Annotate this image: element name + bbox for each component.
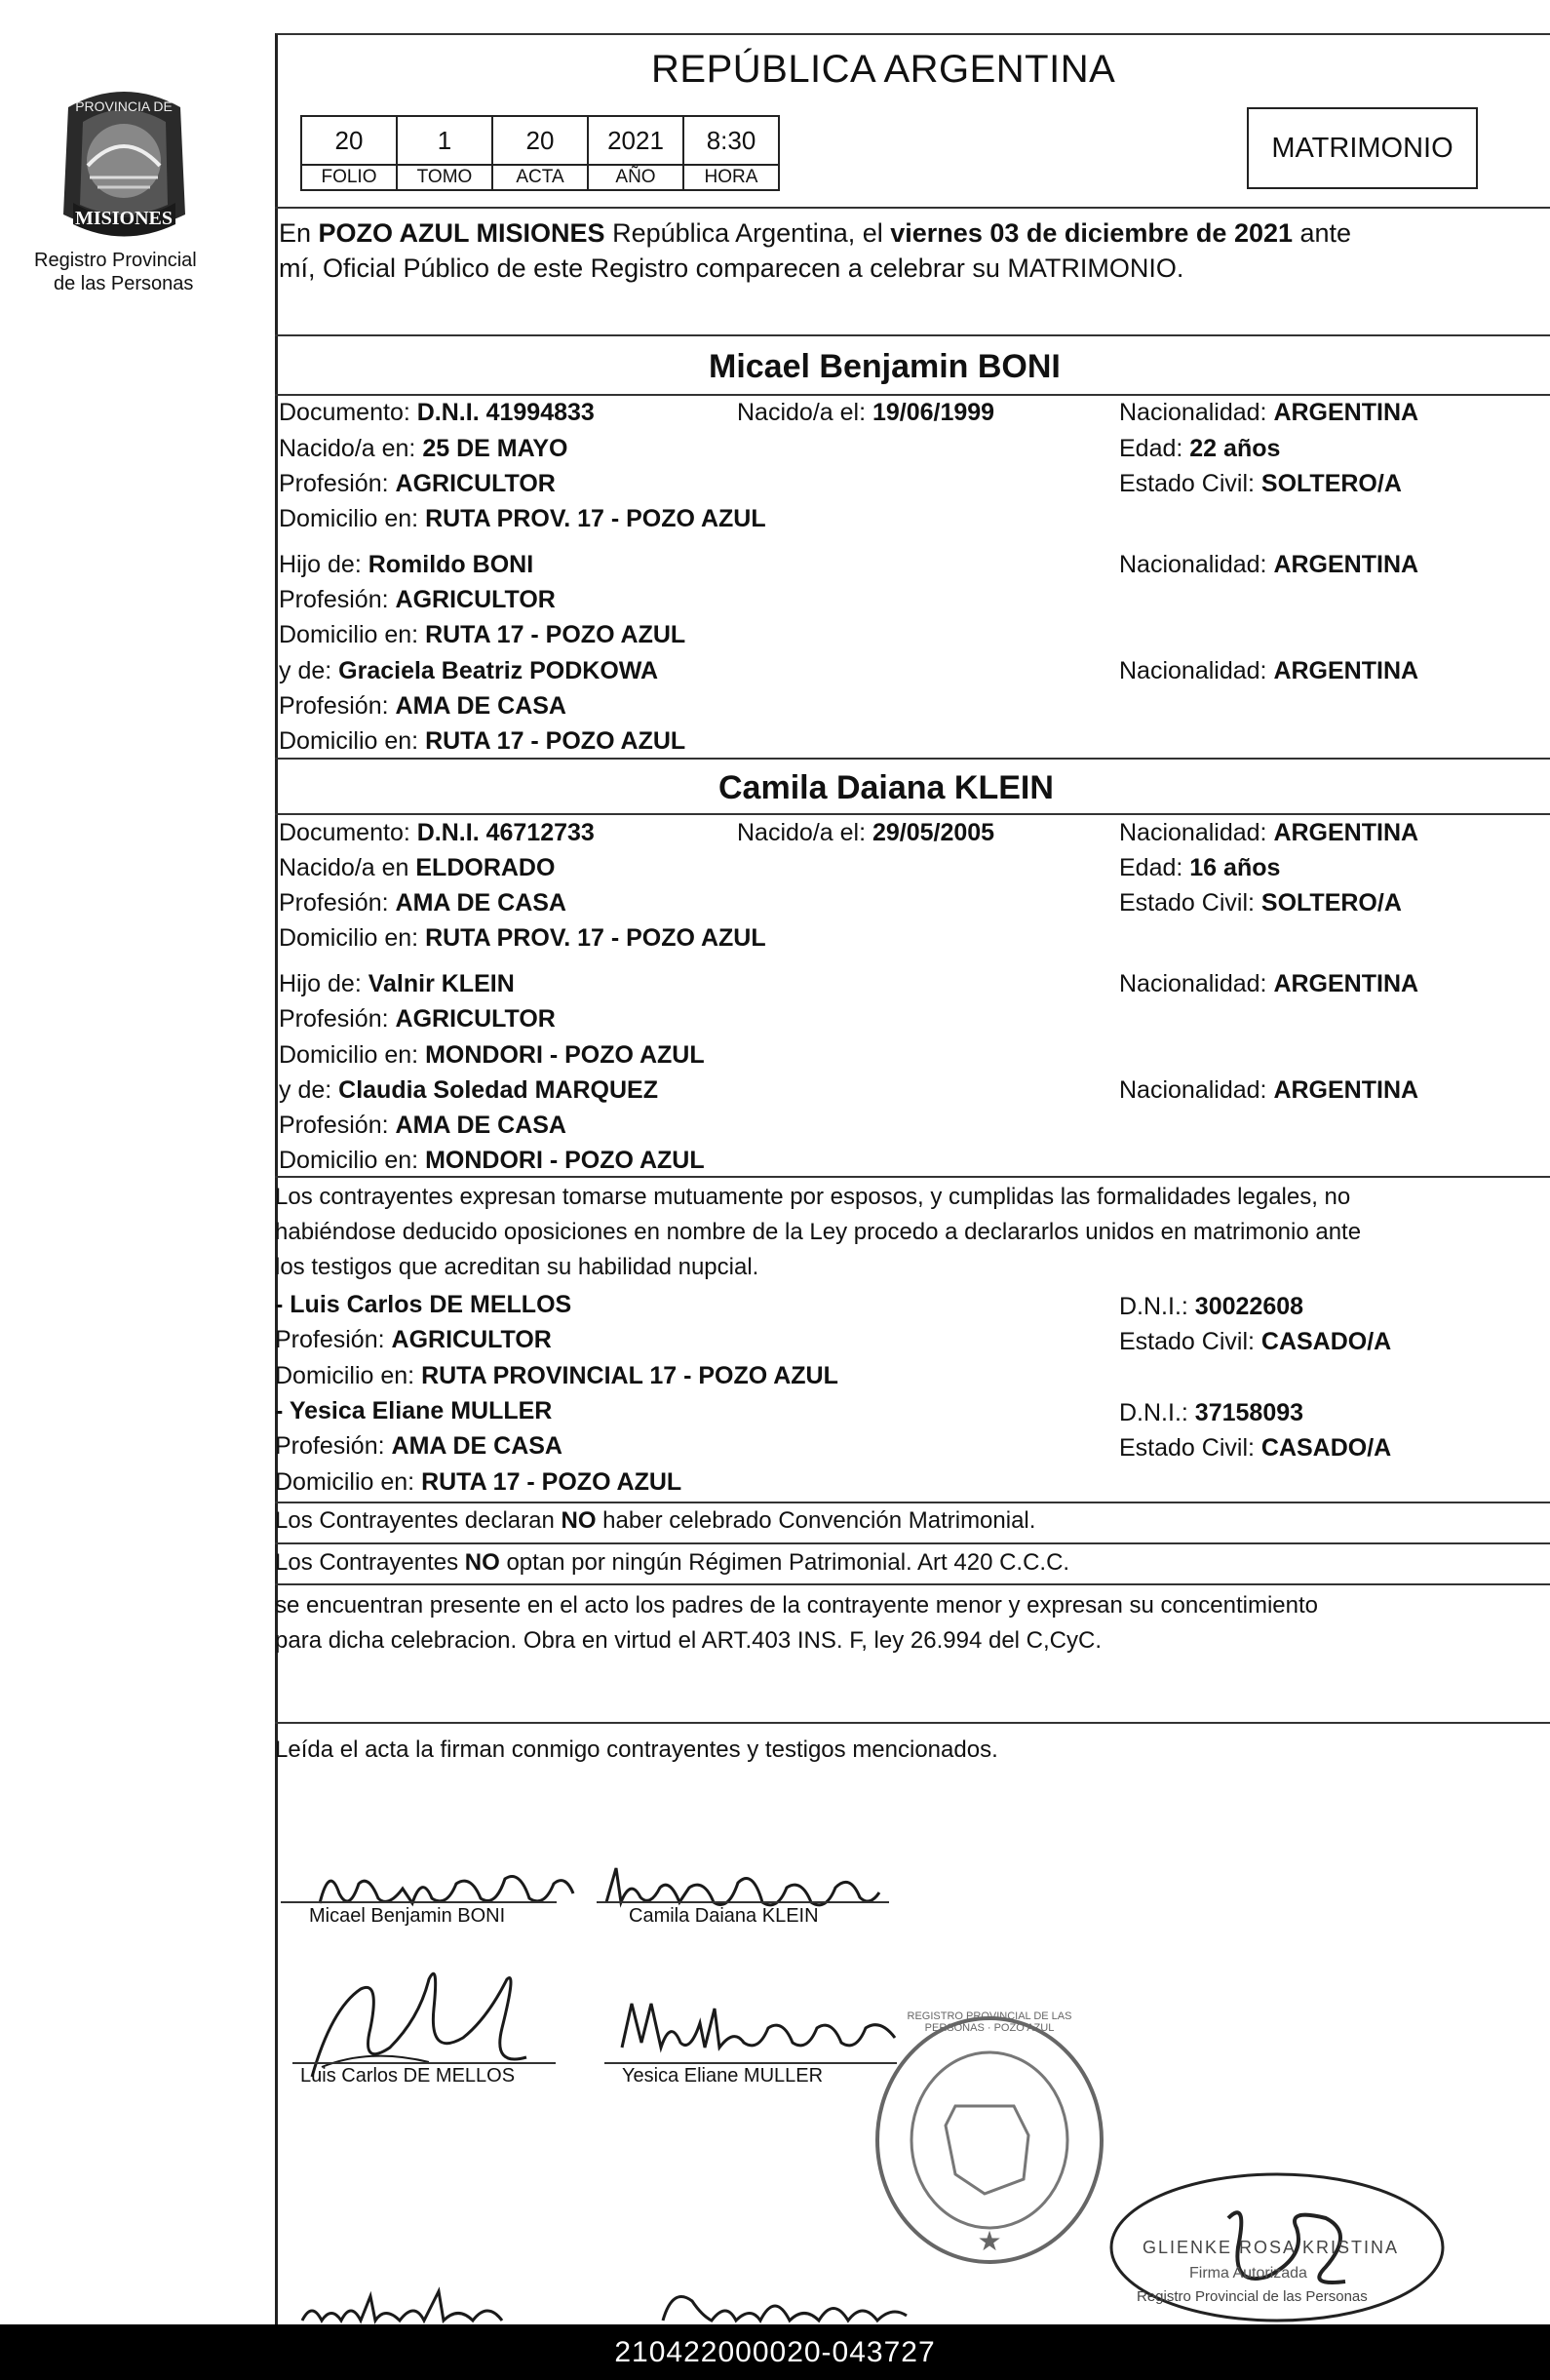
spouse1-profession	[279, 469, 556, 498]
spouse2-mother-nationality	[1119, 1075, 1418, 1105]
label: Nacido/a en:	[279, 435, 423, 462]
spouse2-father-profession	[279, 1004, 556, 1034]
label: Nacido/a el:	[737, 399, 872, 426]
label: Domicilio en:	[279, 621, 426, 648]
label: Nacionalidad:	[1119, 657, 1274, 684]
label: Domicilio en:	[279, 505, 426, 532]
spouse1-father-profession	[279, 585, 556, 614]
registry-table	[300, 115, 780, 191]
label: Profesión:	[279, 1112, 396, 1139]
acta-value: 20	[492, 116, 588, 165]
value: AGRICULTOR	[395, 1005, 556, 1033]
anio-value: 2021	[588, 116, 683, 165]
spouse1-mother	[279, 656, 658, 685]
value: AMA DE CASA	[395, 692, 566, 720]
value: RUTA 17 - POZO AZUL	[421, 1468, 682, 1496]
spouse2-father-nationality	[1119, 969, 1418, 998]
spouse2-born	[737, 818, 994, 847]
label: y de:	[279, 1076, 339, 1104]
page-title: REPÚBLICA ARGENTINA	[651, 48, 1116, 91]
label: Domicilio en:	[275, 1468, 422, 1496]
witness1-name: - Luis Carlos DE MELLOS	[275, 1291, 572, 1318]
value: AMA DE CASA	[395, 889, 566, 917]
official-org: Registro Provincial de las Personas	[1137, 2288, 1368, 2305]
value: AGRICULTOR	[395, 470, 556, 497]
value: ARGENTINA	[1273, 1076, 1419, 1104]
text-2: optan por ningún Régimen Patrimonial. Art 420 C.C.C.	[499, 1549, 1070, 1576]
document-code-bar: 210422000020-043727	[0, 2324, 1550, 2380]
signature-line-3	[292, 2062, 556, 2064]
value: MONDORI - POZO AZUL	[425, 1041, 705, 1069]
misiones-seal-icon	[29, 68, 219, 244]
no-label: NO	[561, 1507, 597, 1534]
value: CASADO/A	[1260, 1434, 1392, 1462]
value: AMA DE CASA	[391, 1432, 562, 1460]
label: Domicilio en:	[279, 727, 426, 755]
text-2: haber celebrado Convención Matrimonial.	[596, 1507, 1036, 1534]
signature-line-2	[597, 1901, 889, 1903]
witness1-address	[275, 1361, 838, 1390]
label: Nacionalidad:	[1119, 399, 1274, 426]
witness1-dni	[1119, 1292, 1303, 1321]
witness2-name: - Yesica Eliane MULLER	[275, 1397, 553, 1424]
value: 37158093	[1194, 1399, 1304, 1426]
text-1: Los Contrayentes	[275, 1549, 465, 1576]
spouse2-profession	[279, 888, 566, 917]
spouse2-document	[279, 818, 595, 847]
spouse1-mother-profession	[279, 691, 566, 721]
value: ARGENTINA	[1273, 970, 1419, 997]
value: CASADO/A	[1260, 1328, 1392, 1355]
witness2-dni	[1119, 1398, 1303, 1427]
value: 22 años	[1189, 435, 1281, 462]
anio-label: AÑO	[588, 165, 683, 190]
stamp-circle-icon	[868, 2009, 1111, 2272]
signature-muller	[612, 1989, 905, 2067]
spouse1-mother-nationality	[1119, 656, 1418, 685]
signature-name-3: Luis Carlos DE MELLOS	[300, 2065, 516, 2087]
value: RUTA 17 - POZO AZUL	[425, 727, 686, 755]
label: Domicilio en:	[279, 1041, 426, 1069]
registry-logo	[29, 68, 219, 302]
label: Profesión:	[279, 1005, 396, 1033]
label: Domicilio en:	[279, 924, 426, 952]
witness1-civil-status	[1119, 1327, 1391, 1356]
witness1-profession	[275, 1325, 552, 1354]
witness2-civil-status	[1119, 1433, 1391, 1463]
no-label: NO	[464, 1549, 500, 1576]
signature-name-2: Camila Daiana KLEIN	[629, 1905, 819, 1927]
value: AGRICULTOR	[395, 586, 556, 613]
label: Domicilio en:	[275, 1362, 422, 1389]
label: D.N.I.:	[1119, 1399, 1195, 1426]
tomo-value: 1	[397, 116, 492, 165]
value: RUTA PROVINCIAL 17 - POZO AZUL	[421, 1362, 838, 1389]
label: Profesión:	[279, 470, 396, 497]
seal-bottom-text: MISIONES	[74, 208, 174, 229]
declaration-line-2: habiéndose deducido oposiciones en nombre de la Ley procedo a declararlos unidos en matrimonio ante	[275, 1219, 1362, 1245]
spouse2-address	[279, 923, 766, 953]
intro-place: POZO AZUL MISIONES	[318, 218, 605, 248]
tomo-label: TOMO	[397, 165, 492, 190]
spouse1-nationality	[1119, 398, 1418, 427]
official-stamp	[1102, 2140, 1453, 2325]
spouse2-birthplace	[279, 853, 555, 882]
logo-caption-1: Registro Provincial	[34, 250, 197, 271]
value: ARGENTINA	[1273, 657, 1419, 684]
value: Graciela Beatriz PODKOWA	[338, 657, 659, 684]
value: ARGENTINA	[1273, 819, 1419, 846]
folio-value: 20	[301, 116, 397, 165]
label: Nacionalidad:	[1119, 1076, 1274, 1104]
declaration-line-3: los testigos que acreditan su habilidad nupcial.	[275, 1254, 759, 1280]
label: Nacido/a en	[279, 854, 416, 881]
label: Nacionalidad:	[1119, 551, 1274, 578]
spouse2-nationality	[1119, 818, 1418, 847]
label: Hijo de:	[279, 551, 368, 578]
value: 29/05/2005	[872, 819, 995, 846]
value: 25 DE MAYO	[422, 435, 568, 462]
folio-label: FOLIO	[301, 165, 397, 190]
value: SOLTERO/A	[1260, 470, 1402, 497]
value: 16 años	[1189, 854, 1281, 881]
parents-note-line-1: se encuentran presente en el acto los padres de la contrayente menor y expresan su concentimiento	[275, 1592, 1318, 1619]
spouse2-mother	[279, 1075, 658, 1105]
value: 19/06/1999	[872, 399, 995, 426]
label: Domicilio en:	[279, 1147, 426, 1174]
spouse2-father	[279, 969, 515, 998]
label: Documento:	[279, 819, 417, 846]
signature-parents-partial	[292, 2272, 975, 2330]
label: Nacionalidad:	[1119, 819, 1274, 846]
label: Edad:	[1119, 854, 1190, 881]
acta-label: ACTA	[492, 165, 588, 190]
parents-note-line-2: para dicha celebracion. Obra en virtud el ART.403 INS. F, ley 26.994 del C,CyC.	[275, 1627, 1103, 1654]
value: AMA DE CASA	[395, 1112, 566, 1139]
value: Romildo BONI	[368, 551, 534, 578]
hora-value: 8:30	[683, 116, 779, 165]
label: Estado Civil:	[1119, 1434, 1261, 1462]
official-role: Firma Autorizada	[1189, 2265, 1307, 2282]
spouse1-birthplace	[279, 434, 567, 463]
signature-name-1: Micael Benjamin BONI	[309, 1905, 506, 1927]
value: Claudia Soledad MARQUEZ	[338, 1076, 658, 1104]
intro-line-2: mí, Oficial Público de este Registro comparecen a celebrar su MATRIMONIO.	[279, 254, 1184, 283]
value: SOLTERO/A	[1260, 889, 1402, 917]
label: Profesión:	[275, 1326, 392, 1353]
value: D.N.I. 46712733	[416, 819, 595, 846]
intro-date: viernes 03 de diciembre de 2021	[890, 218, 1294, 248]
spouse2-mother-address	[279, 1146, 705, 1175]
text-1: Los Contrayentes declaran	[275, 1507, 562, 1534]
label: Documento:	[279, 399, 417, 426]
label: Profesión:	[279, 586, 396, 613]
intro-line-1	[279, 218, 1351, 248]
label: Nacido/a el:	[737, 819, 872, 846]
act-type-box: MATRIMONIO	[1247, 107, 1478, 189]
witness2-address	[275, 1467, 681, 1497]
spouse2-father-address	[279, 1040, 705, 1070]
spouse1-address	[279, 504, 766, 533]
label: Nacionalidad:	[1119, 970, 1274, 997]
label: Estado Civil:	[1119, 1328, 1261, 1355]
label: Profesión:	[279, 889, 396, 917]
label: D.N.I.:	[1119, 1293, 1195, 1320]
value: RUTA 17 - POZO AZUL	[425, 621, 686, 648]
signature-name-4: Yesica Eliane MULLER	[622, 2065, 824, 2087]
intro-text-1: En	[279, 218, 319, 248]
signature-line-4	[604, 2062, 897, 2064]
label: Estado Civil:	[1119, 470, 1261, 497]
value: AGRICULTOR	[391, 1326, 552, 1353]
seal-top-text: PROVINCIA DE	[75, 98, 173, 114]
spouse1-document	[279, 398, 595, 427]
value: Valnir KLEIN	[368, 970, 515, 997]
value: ELDORADO	[415, 854, 556, 881]
witness2-profession	[275, 1431, 562, 1461]
official-name: GLIENKE ROSA KRISTINA	[1143, 2238, 1400, 2257]
spouse2-civil-status	[1119, 888, 1402, 917]
spouse1-name: Micael Benjamin BONI	[709, 348, 1061, 385]
logo-caption-2: de las Personas	[54, 273, 194, 294]
spouse2-age	[1119, 853, 1280, 882]
value: MONDORI - POZO AZUL	[425, 1147, 705, 1174]
spouse1-civil-status	[1119, 469, 1402, 498]
label: Hijo de:	[279, 970, 368, 997]
spouse1-father-address	[279, 620, 685, 649]
value: 30022608	[1194, 1293, 1304, 1320]
label: y de:	[279, 657, 339, 684]
spouse1-age	[1119, 434, 1280, 463]
label: Estado Civil:	[1119, 889, 1261, 917]
label: Profesión:	[279, 692, 396, 720]
regime-statement	[275, 1548, 1069, 1578]
spouse1-father-nationality	[1119, 550, 1418, 579]
spouse1-born	[737, 398, 994, 427]
value: RUTA PROV. 17 - POZO AZUL	[425, 924, 766, 952]
value: RUTA PROV. 17 - POZO AZUL	[425, 505, 766, 532]
signature-line-1	[281, 1901, 557, 1903]
spouse2-mother-profession	[279, 1111, 566, 1140]
spouse2-name: Camila Daiana KLEIN	[718, 769, 1054, 806]
label: Edad:	[1119, 435, 1190, 462]
stamp-circle-text: REGISTRO PROVINCIAL DE LAS PERSONAS · POZO AZUL	[907, 2010, 1072, 2034]
declaration-line-1: Los contrayentes expresan tomarse mutuamente por esposos, y cumplidas las formalidades legales, no	[275, 1184, 1351, 1210]
hora-label: HORA	[683, 165, 779, 190]
spouse1-father	[279, 550, 533, 579]
registry-stamp	[868, 2009, 1111, 2272]
label: Profesión:	[275, 1432, 392, 1460]
convention-statement	[275, 1506, 1035, 1536]
value: ARGENTINA	[1273, 551, 1419, 578]
intro-text-2: República Argentina, el	[604, 218, 891, 248]
spouse1-mother-address	[279, 726, 685, 756]
closing-text: Leída el acta la firman conmigo contrayentes y testigos mencionados.	[275, 1736, 998, 1763]
value: ARGENTINA	[1273, 399, 1419, 426]
value: D.N.I. 41994833	[416, 399, 595, 426]
svg-text:★: ★	[977, 2226, 1002, 2256]
intro-text-3: ante	[1293, 218, 1352, 248]
